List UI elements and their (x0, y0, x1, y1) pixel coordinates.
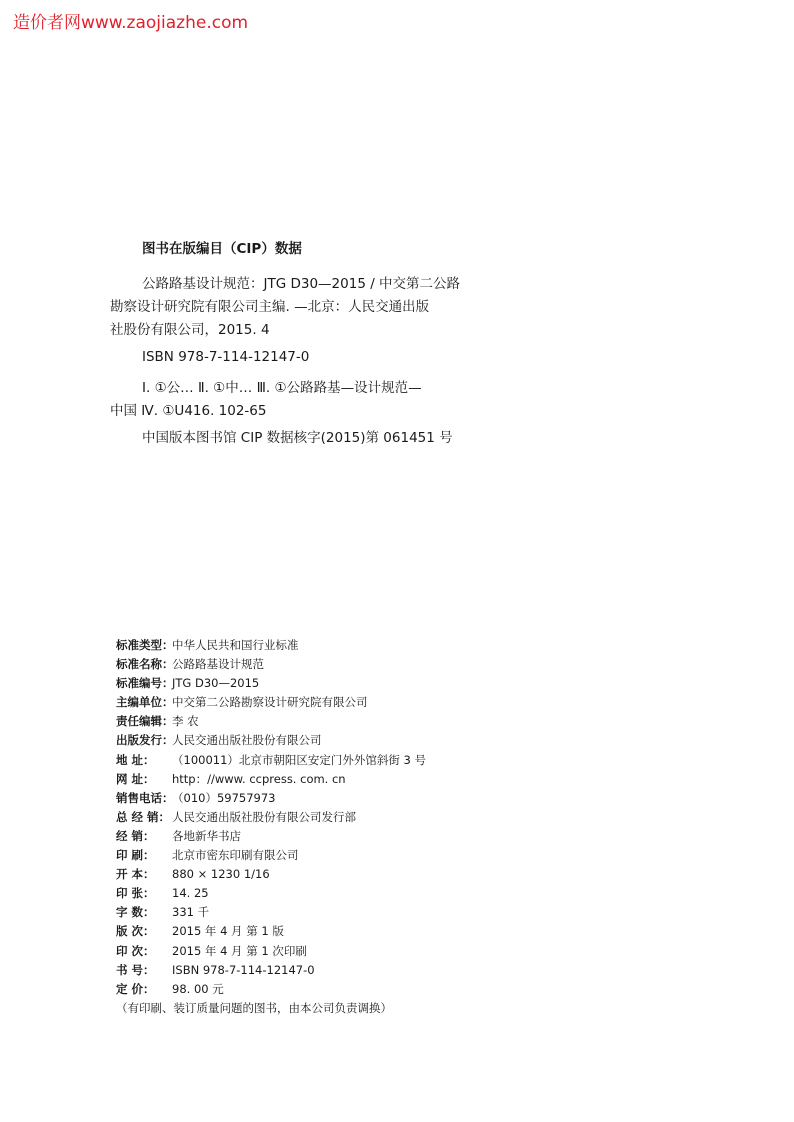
cip-block (110, 238, 502, 450)
colophon-value: 人民交通出版社股份有限公司 (172, 733, 322, 748)
colophon-key: 书 号： (116, 962, 155, 977)
colophon-row (116, 846, 496, 865)
colophon-key: 标准编号： (116, 676, 174, 691)
colophon-row (116, 712, 496, 731)
cip-line: ISBN 978-7-114-12147-0 (142, 349, 310, 365)
colophon-row (116, 865, 496, 884)
cip-line: 勘察设计研究院有限公司主编. —北京：人民交通出版 (110, 299, 430, 315)
colophon-value: JTG D30—2015 (172, 676, 260, 691)
colophon-value: 中交第二公路勘察设计研究院有限公司 (172, 695, 368, 710)
colophon-key: 网 址： (116, 771, 155, 786)
colophon-key: 销售电话： (116, 790, 174, 805)
watermark-text: 造价者网www.zaojiazhe.com (13, 13, 249, 33)
colophon-value: （100011）北京市朝阳区安定门外外馆斜街 3 号 (172, 752, 427, 767)
colophon-key: 字 数： (116, 905, 155, 920)
colophon-row (116, 674, 496, 693)
colophon-value: 中华人民共和国行业标准 (172, 638, 299, 652)
colophon-value: 各地新华书店 (172, 828, 241, 843)
colophon-key: 印 次： (116, 943, 155, 958)
colophon-row (116, 808, 496, 827)
colophon-key: 印 张： (116, 886, 155, 901)
colophon-note: （有印刷、装订质量问题的图书，由本公司负责调换） (116, 1000, 392, 1015)
colophon-value: 331 千 (172, 905, 210, 920)
colophon-value: http：//www. ccpress. com. cn (172, 771, 346, 786)
colophon-key: 标准名称： (116, 657, 174, 672)
colophon-value: ISBN 978-7-114-12147-0 (172, 962, 315, 977)
cip-line: 社股份有限公司，2015. 4 (110, 322, 270, 338)
colophon-key: 经 销： (116, 828, 155, 843)
colophon-key: 出版发行： (116, 733, 174, 748)
colophon-key: 定 价： (116, 981, 155, 996)
colophon-value: 880 × 1230 1/16 (172, 867, 270, 882)
colophon-value: 14. 25 (172, 886, 209, 901)
colophon-key: 开 本： (116, 867, 155, 882)
colophon-row (116, 903, 496, 922)
cip-title: 图书在版编目（CIP）数据 (142, 241, 302, 257)
colophon-key: 印 刷： (116, 848, 155, 863)
colophon-value: 98. 00 元 (172, 981, 224, 996)
colophon-row (116, 922, 496, 941)
colophon-row (116, 731, 496, 750)
colophon-row (116, 751, 496, 770)
colophon-key: 主编单位： (116, 695, 174, 710)
cip-line: Ⅰ. ①公… Ⅱ. ①中… Ⅲ. ①公路路基—设计规范— (142, 380, 422, 396)
colophon-row (116, 961, 496, 980)
colophon-row (116, 942, 496, 961)
colophon-key: 地 址： (116, 752, 155, 767)
cip-line: 中国版本图书馆 CIP 数据核字(2015)第 061451 号 (142, 430, 453, 446)
colophon-row (116, 693, 496, 712)
colophon-row (116, 827, 496, 846)
colophon-value: 2015 年 4 月 第 1 版 (172, 924, 284, 939)
colophon-row (116, 770, 496, 789)
colophon-value: 北京市密东印刷有限公司 (172, 848, 299, 863)
colophon-row (116, 884, 496, 903)
colophon-row (116, 980, 496, 999)
colophon-key: 总 经 销： (116, 809, 171, 824)
colophon-value: 公路路基设计规范 (172, 657, 264, 672)
colophon-row (116, 636, 496, 655)
colophon-key: 版 次： (116, 924, 155, 939)
colophon-value: （010）59757973 (172, 790, 276, 805)
colophon-row (116, 789, 496, 808)
cip-line: 中国 Ⅳ. ①U416. 102-65 (110, 403, 267, 419)
cip-line: 公路路基设计规范：JTG D30—2015 / 中交第二公路 (142, 276, 461, 292)
colophon-key: 标准类型： (116, 638, 174, 652)
colophon-value: 李 农 (172, 714, 199, 729)
colophon-row (116, 655, 496, 674)
colophon-value: 人民交通出版社股份有限公司发行部 (172, 809, 356, 824)
colophon-key: 责任编辑： (116, 714, 174, 729)
colophon-block (116, 636, 496, 1018)
colophon-value: 2015 年 4 月 第 1 次印刷 (172, 943, 307, 958)
